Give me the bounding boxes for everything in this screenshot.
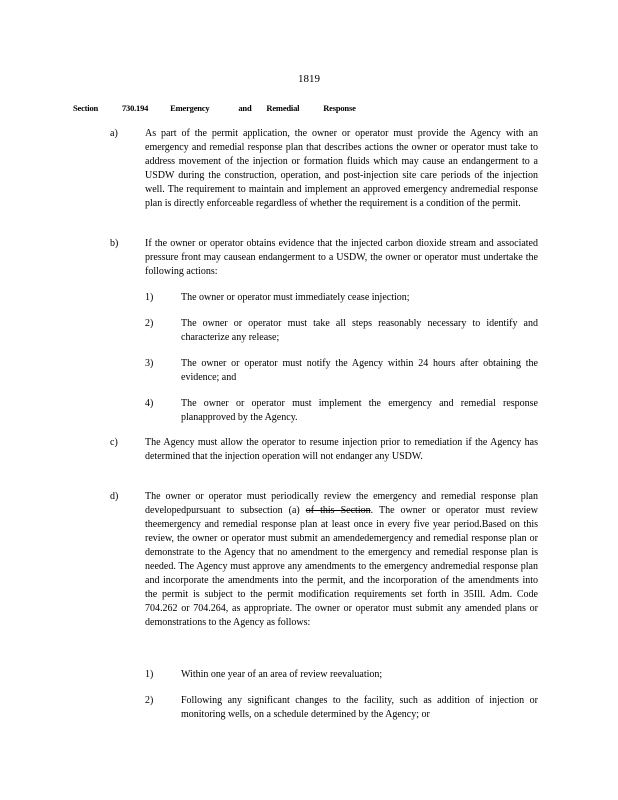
paragraph-label: 1) <box>145 669 154 680</box>
section-title-word: Emergency <box>170 103 210 113</box>
paragraph-text: The owner or operator must notify the Agency within 24 hours after obtaining the evidence; and <box>181 358 538 383</box>
section-title-word: Response <box>323 103 356 113</box>
paragraph-label: 3) <box>145 358 154 369</box>
subsection-label: b) <box>110 238 119 249</box>
subsection-label: d) <box>110 491 119 502</box>
subsection-text <box>145 490 538 630</box>
paragraph-label: 2) <box>145 695 154 706</box>
paragraph-text: The owner or operator must implement the emergency and remedial response planapproved by the Agency. <box>181 398 538 423</box>
paragraph-text: The owner or operator must immediately cease injection; <box>181 292 410 303</box>
struck-text: of this Section <box>305 505 371 516</box>
subsection-text: If the owner or operator obtains evidence that the injected carbon dioxide stream and associated pressure front may causean endangerment to a USDW, the owner or operator must undertake the following actions: <box>145 238 538 277</box>
paragraph-text: Within one year of an area of review reevaluation; <box>181 669 383 680</box>
section-number: 730.194 <box>121 103 149 113</box>
subsection-text-part: The owner or operator must periodically review the emergency and remedial response plan developedpursuant to subsection (a) <box>145 491 538 516</box>
page-number: 1819 <box>298 73 320 85</box>
paragraph-label: 4) <box>145 398 154 409</box>
paragraph-label: 1) <box>145 292 154 303</box>
subsection-text-part: . The owner or operator must review theemergency and remedial response plan at least once in every five year period.Based on this review, the owner or operator must submit an amendedemergency and remedial response plan or demonstrate to the Agency that no amendment to the emergency and remedial response plan is needed. The Agency must approve any amendments to the emergency andremedial response plan and incorporate the amendments into the permit, and the incorporation of the amendments into the permit is subject to the permit modification requirements set forth in 35Ill. Adm. Code 704.262 or 704.264, as appropriate. The owner or operator must submit any amended plans or demonstrations to the Agency as follows: <box>145 505 538 628</box>
subsection-text: As part of the permit application, the owner or operator must provide the Agency with an emergency and remedial response plan that describes actions the owner or operator must take to address movement of the injection or formation fluids which may cause an endangerment to a USDW during the construction, operation, and post-injection site care periods of the injection well. The requirement to maintain and implement an approved emergency andremedial response plan is directly enforceable regardless of whether the requirement is a condition of the permit. <box>145 128 538 209</box>
subsection-label: a) <box>110 128 118 139</box>
paragraph-text: Following any significant changes to the facility, such as addition of injection or monitoring wells, on a schedule determined by the Agency; or <box>181 695 538 720</box>
subsection-text: The Agency must allow the operator to resume injection prior to remediation if the Agency has determined that the injection operation will not endanger any USDW. <box>145 437 538 462</box>
section-heading <box>73 103 356 113</box>
subsection-label: c) <box>110 437 118 448</box>
section-title-word: Remedial <box>266 103 300 113</box>
section-title-word: and <box>238 103 252 113</box>
paragraph-label: 2) <box>145 318 154 329</box>
section-word: Section <box>73 103 99 113</box>
paragraph-text: The owner or operator must take all steps reasonably necessary to identify and characterize any release; <box>181 318 538 343</box>
